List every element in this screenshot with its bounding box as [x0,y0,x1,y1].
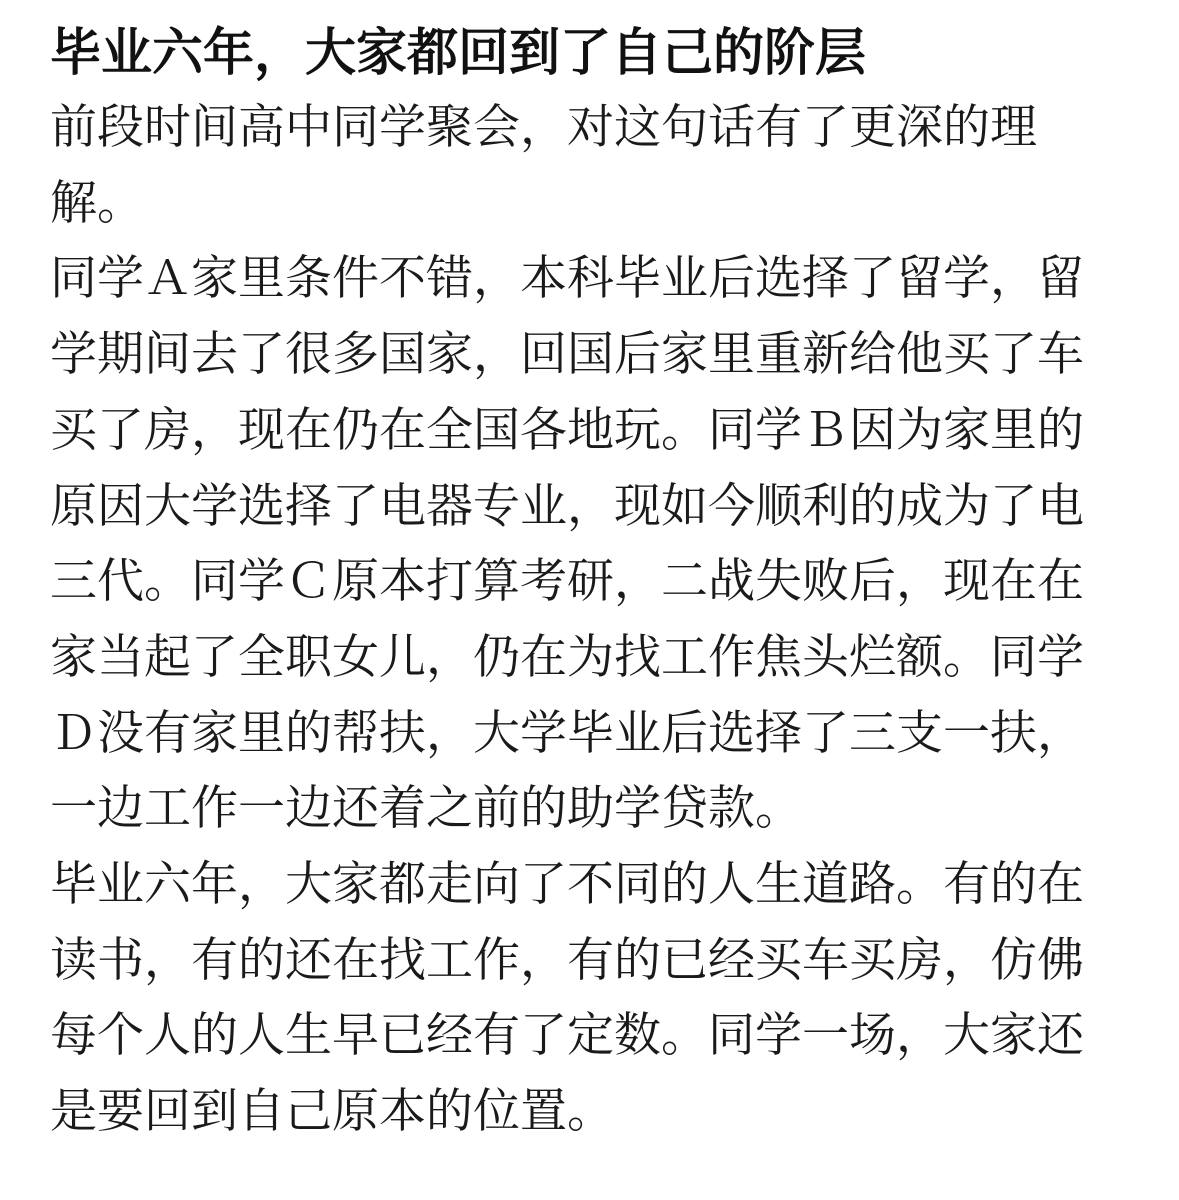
text-line: 家当起了全职女儿，仍在为找工作焦头烂额。同学 [50,629,1084,685]
text-line: 一边工作一边还着之前的助学贷款。 [50,781,802,837]
text-line: 读书，有的还在找工作，有的已经买车买房，仿佛 [50,932,1084,988]
article-body [50,90,1130,1150]
article [50,18,1130,1150]
text-line: 三代。同学Ｃ原本打算考研，二战失败后，现在在 [50,554,1084,610]
article-title: 毕业六年，大家都回到了自己的阶层 [50,24,867,83]
text-line: 毕业六年，大家都走向了不同的人生道路。有的在 [50,857,1084,913]
text-line: 学期间去了很多国家，回国后家里重新给他买了车 [50,327,1084,383]
text-line: 是要回到自己原本的位置。 [50,1084,614,1140]
text-line: 买了房，现在仍在全国各地玩。同学Ｂ因为家里的 [50,402,1084,458]
text-line: 原因大学选择了电器专业，现如今顺利的成为了电 [50,478,1084,534]
text-line: 每个人的人生早已经有了定数。同学一场，大家还 [50,1008,1084,1064]
text-line: 解。 [50,175,144,231]
text-line: 前段时间高中同学聚会，对这句话有了更深的理 [50,100,1037,155]
text-line: Ｄ没有家里的帮扶，大学毕业后选择了三支一扶， [50,705,1084,761]
text-line: 同学Ａ家里条件不错，本科毕业后选择了留学，留 [50,251,1084,307]
